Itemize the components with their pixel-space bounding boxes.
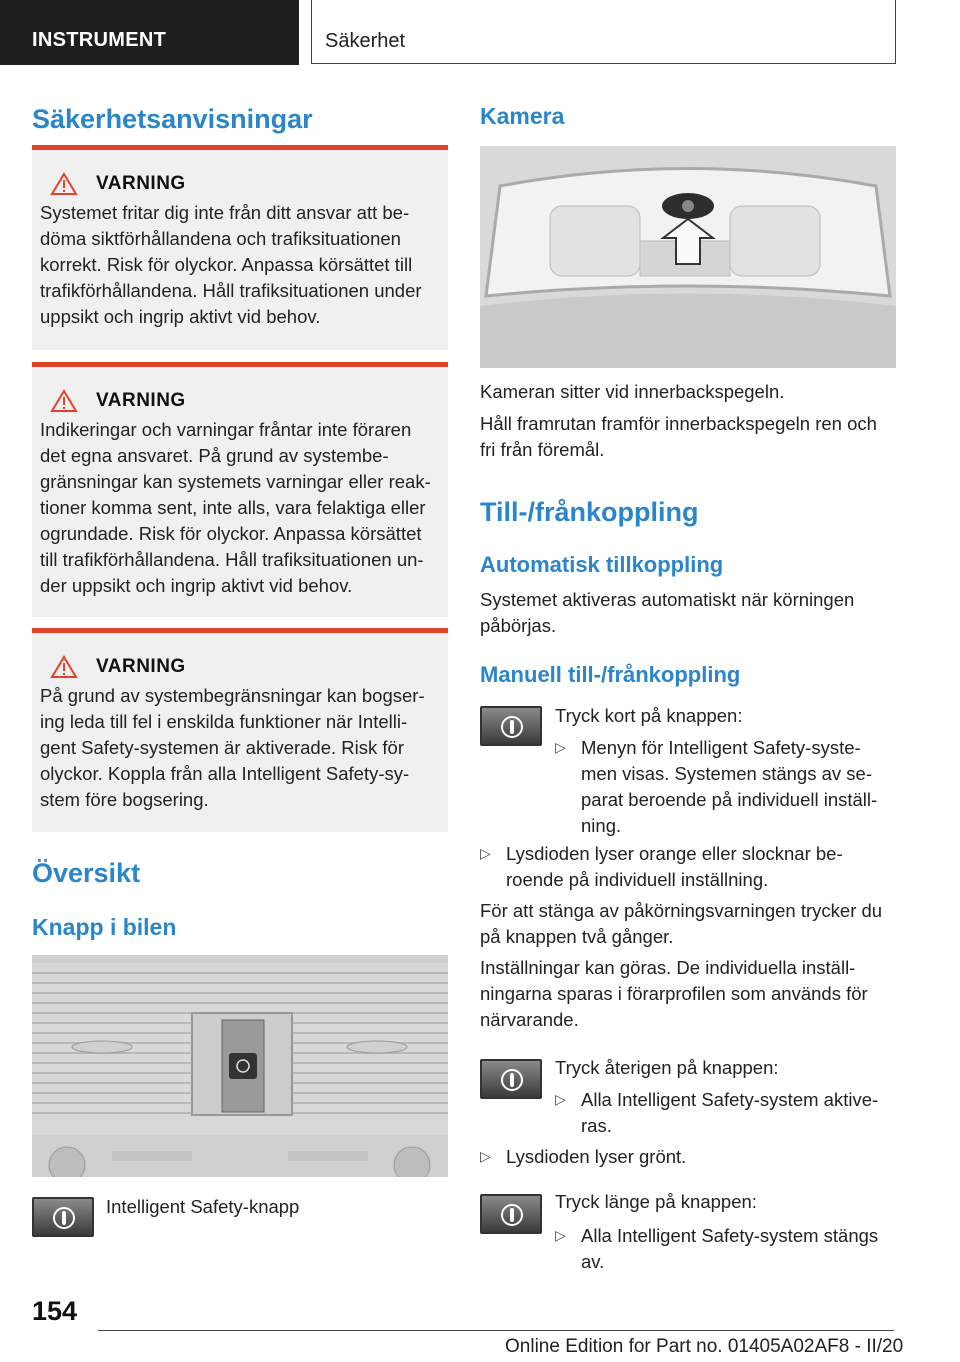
camera-photo	[480, 146, 896, 368]
warning-triangle-icon	[50, 389, 78, 413]
warning-text: Indikeringar och varningar fråntar inte föraren det egna ansvaret. På grund av systembe-gränsningar kan systemets varningar eller reak-tioner komma sent, inte alls, vara felaktiga eller ogrundade. Risk för olyckor. Anpassa körsättet till trafikförhållandena. Håll trafiksituationen un-der uppsikt och ingrip aktivt vid behov.	[40, 419, 431, 596]
step2-result-item	[555, 1087, 895, 1139]
bullet-triangle-icon: ▷	[555, 1091, 566, 1107]
bullet-triangle-icon: ▷	[480, 1148, 491, 1164]
intelligent-safety-button-icon	[480, 706, 542, 746]
page-title: Säkerhetsanvisningar	[32, 104, 313, 134]
header-section-label: INSTRUMENT	[32, 29, 167, 51]
warning-text: På grund av systembegränsningar kan bogser-ing leda till fel i enskilda funktioner när Intelli-gent Safety-systemen är aktiverade. Risk för olyckor. Koppla från alla Intelligent Safety-sy-stem före bogsering.	[40, 685, 425, 810]
step1-instruction: Tryck kort på knappen:	[555, 705, 743, 726]
bullet-triangle-icon: ▷	[555, 739, 566, 755]
overview-heading: Översikt	[32, 858, 141, 888]
header-chapter-box	[311, 0, 896, 64]
intelligent-safety-button-icon	[480, 1059, 542, 1099]
page-number: 154	[32, 1296, 78, 1326]
step3-result-item	[555, 1223, 895, 1275]
auto-text: Systemet aktiveras automatiskt när körningen påbörjas.	[480, 589, 855, 636]
camera-heading: Kamera	[480, 103, 565, 129]
warning-label: VARNING	[96, 390, 186, 411]
bullet-triangle-icon: ▷	[480, 845, 491, 861]
footer-edition: Online Edition for Part no. 01405A02AF8 - II/20	[505, 1336, 904, 1357]
double-press-text: För att stänga av påkörningsvarningen trycker du på knappen två gånger.	[480, 900, 883, 947]
warning-text: Systemet fritar dig inte från ditt ansvar att be-döma siktförhållandena och trafiksituationen korrekt. Risk för olyckor. Anpassa körsättet till trafikförhållandena. Håll trafiksituationen under uppsikt och ingrip aktivt vid behov.	[40, 202, 422, 327]
step2-instruction: Tryck återigen på knappen:	[555, 1057, 779, 1078]
warning-box-3	[32, 628, 448, 832]
button-heading: Knapp i bilen	[32, 914, 177, 940]
footer-divider	[98, 1330, 894, 1331]
led1-text: Lysdioden lyser orange eller slocknar be-roende på individuell inställning.	[506, 843, 843, 890]
bullet-triangle-icon: ▷	[555, 1227, 566, 1243]
step1-result-item	[555, 735, 895, 839]
toggle-heading: Till-/frånkoppling	[480, 497, 699, 527]
settings-text: Inställningar kan göras. De individuella inställ-ningarna sparas i förarprofilen som används för närvarande.	[480, 957, 868, 1030]
warning-box-2	[32, 362, 448, 617]
manual-heading: Manuell till-/frånkoppling	[480, 662, 741, 687]
led2-text: Lysdioden lyser grönt.	[506, 1146, 687, 1167]
step3-instruction: Tryck länge på knappen:	[555, 1191, 757, 1212]
header-chapter-label: Säkerhet	[325, 30, 406, 52]
intelligent-safety-button-icon	[480, 1194, 542, 1234]
header-section-tab	[0, 0, 299, 65]
warning-box-1	[32, 145, 448, 350]
auto-heading: Automatisk tillkoppling	[480, 552, 724, 577]
warning-label: VARNING	[96, 173, 186, 194]
step2-result-text: Alla Intelligent Safety-system aktive-ras.	[581, 1089, 879, 1136]
step1-result-text: Menyn för Intelligent Safety-syste-men visas. Systemen stängs av se-parat beroende på individuell inställ-ning.	[581, 737, 878, 836]
button-caption: Intelligent Safety-knapp	[106, 1196, 300, 1217]
warning-triangle-icon	[50, 655, 78, 679]
camera-clean-text: Håll framrutan framför innerbackspegeln ren och fri från föremål.	[480, 413, 877, 460]
warning-label: VARNING	[96, 656, 186, 677]
warning-triangle-icon	[50, 172, 78, 196]
intelligent-safety-button-icon	[32, 1197, 94, 1237]
led2-item	[480, 1144, 896, 1170]
led1-item	[480, 841, 896, 893]
step3-result-text: Alla Intelligent Safety-system stängs av.	[581, 1225, 879, 1272]
camera-location-text: Kameran sitter vid innerbackspegeln.	[480, 381, 785, 402]
dashboard-button-photo	[32, 955, 448, 1177]
